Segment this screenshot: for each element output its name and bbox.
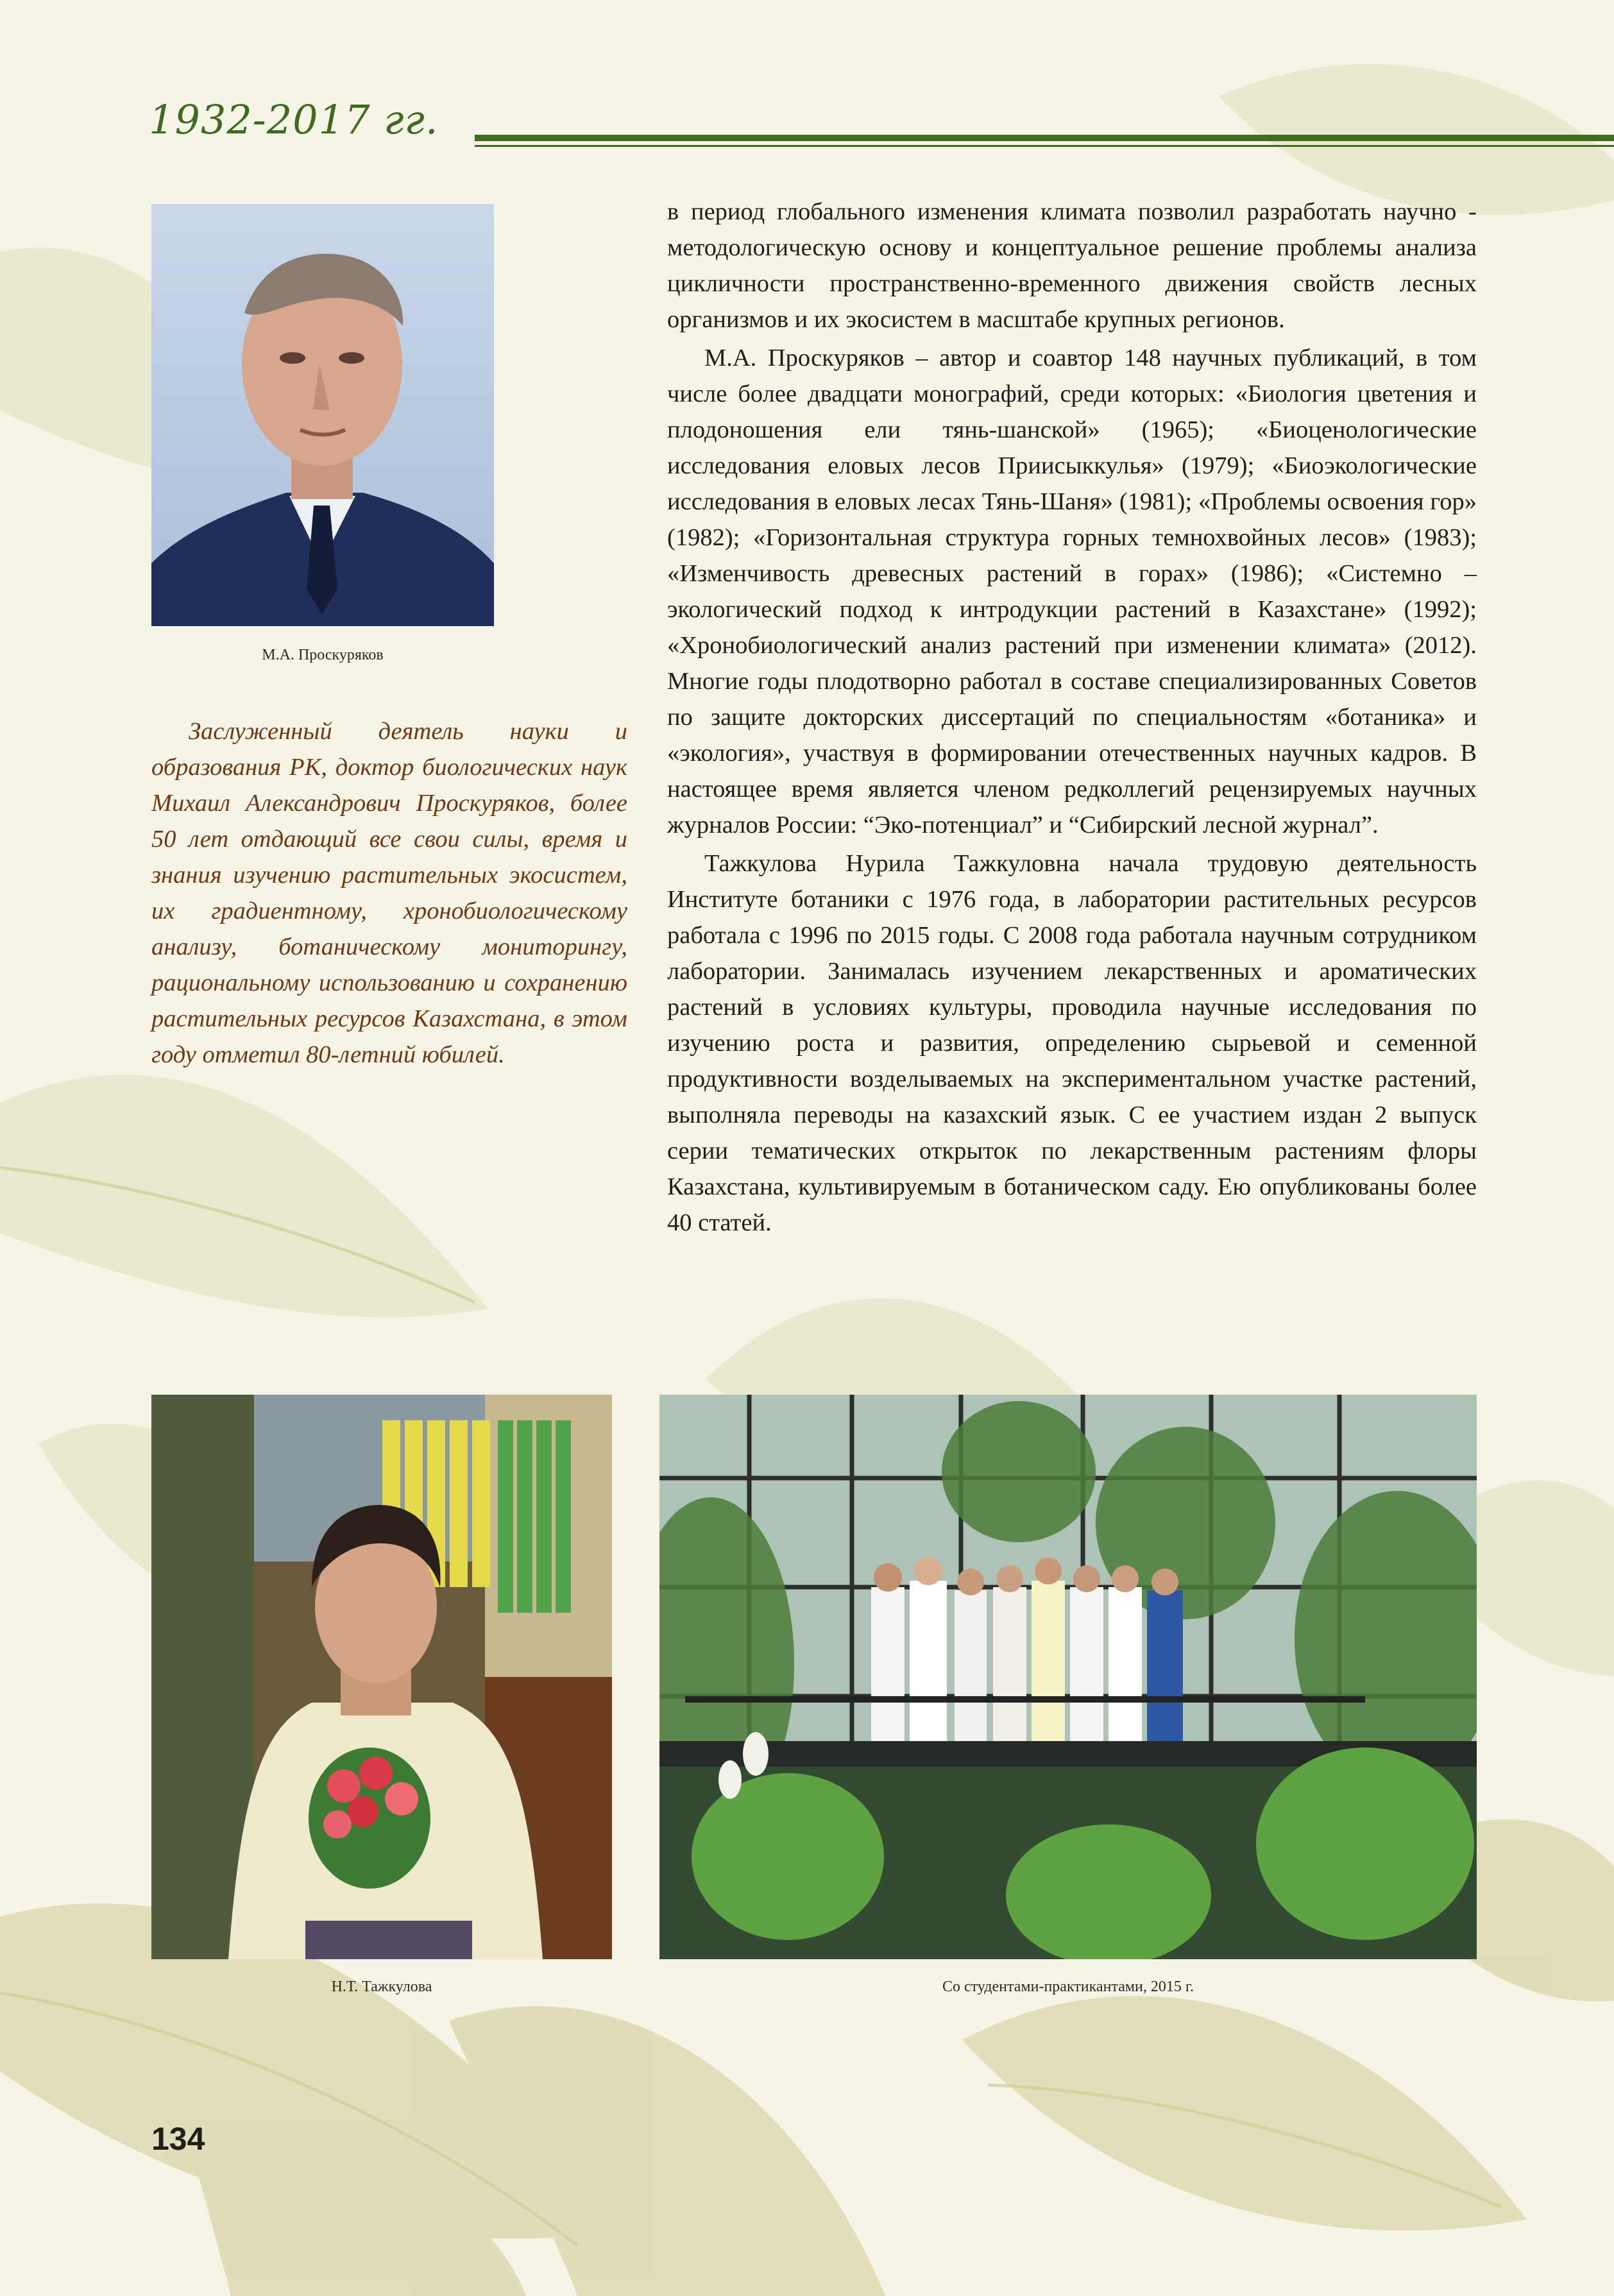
portrait-caption: М.А. Проскуряков	[262, 647, 384, 663]
header-divider-thick	[475, 135, 1614, 141]
group-photo-caption: Со студентами-практикантами, 2015 г.	[942, 1978, 1194, 1995]
header-divider-thin	[475, 145, 1614, 147]
body-paragraph-3: Тажкулова Нурила Тажкуловна начала трудовую деятельность Институте ботаники с 1976 года, в лаборатории растительных ресурсов работала с 1996 по 2015 годы. С 2008 года работала научным сотрудником лаборатории. Занималась изучением лекарственных и ароматических растений в условиях культуры, проводила научные исследования по изучению роста и развития, определению сырьевой и семенной продуктивности возделываемых на экспериментальном участке растений, выполняла переводы на казахский язык. С ее участием издан 2 выпуск серии тематических открыток по лекарственным растениям флоры Казахстана, культивируемым в ботаническом саду. Ею опубликованы более 40 статей.	[667, 850, 1477, 1236]
sidebar-quote-text: Заслуженный деятель науки и образования РК, доктор биологических наук Михаил Александрович Проскуряков, более 50 лет отдающий все свои силы, время и знания изучению растительных экосистем, их градиентному, хронобиологическому анализу, ботаническому мониторингу, рациональному использованию и сохранению растительных ресурсов Казахстана, в этом году отметил 80-летний юбилей.	[151, 718, 627, 1068]
body-paragraph-1: в период глобального изменения климата позволил разработать научно - методологическую основу и концептуальное решение проблемы анализа цикличности пространственно-временного движения свойств лесных организмов и их экосистем в масштабе крупных регионов.	[667, 198, 1477, 333]
header-divider	[475, 135, 1614, 147]
woman-portrait-photo	[151, 1395, 612, 1959]
page-number: 134	[151, 2121, 205, 2157]
header-title: 1932-2017 гг.	[149, 96, 439, 143]
portrait-photo	[151, 204, 494, 626]
sidebar-quote	[151, 713, 627, 1073]
group-photo	[659, 1395, 1477, 1959]
article-body	[667, 194, 1477, 1243]
body-paragraph-2: М.А. Проскуряков – автор и соавтор 148 научных публикаций, в том числе более двадцати монографий, среди которых: «Биология цветения и плодоношения ели тянь-шанской» (1965); «Биоценологические исследования еловых лесов Приисыккулья» (1979); «Биоэкологические исследования в еловых лесах Тянь-Шаня» (1981); «Проблемы освоения гор» (1982); «Горизонтальная структура горных темнохвойных лесов» (1983); «Изменчивость древесных растений в горах» (1986); «Системно – экологический подход к интродукции растений в Казахстане» (1992); «Хронобиологический анализ растений при изменении климата» (2012). Многие годы плодотворно работал в составе специализированных Советов по защите докторских диссертаций по специальностям «ботаника» и «экология», участвуя в формировании отечественных научных кадров. В настоящее время является членом редколлегий рецензируемых научных журналов России: “Эко-потенциал” и “Сибирский лесной журнал”.	[667, 344, 1477, 838]
woman-photo-caption: Н.Т. Тажкулова	[331, 1978, 432, 1995]
